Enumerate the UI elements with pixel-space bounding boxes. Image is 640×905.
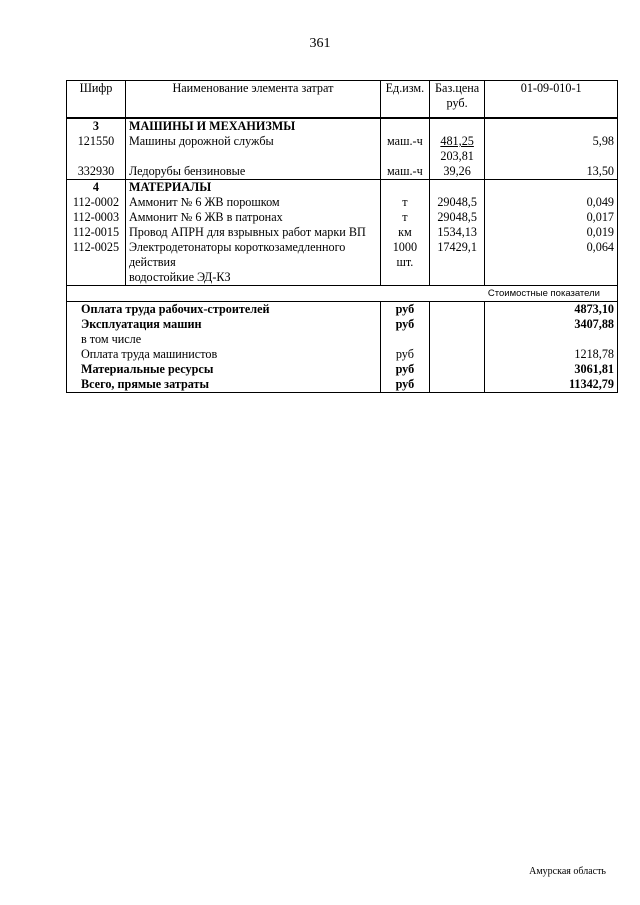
row-name: Аммонит № 6 ЖВ в патронах xyxy=(125,210,380,225)
row-price xyxy=(429,134,485,164)
row-price: 39,26 xyxy=(429,164,485,180)
row-value: 0,017 xyxy=(485,210,618,225)
row-name-line1: Электродетонаторы короткозамедленного действия xyxy=(128,240,346,269)
estimate-table xyxy=(66,80,618,393)
row-unit: т xyxy=(380,210,429,225)
row-price: 29048,5 xyxy=(429,210,485,225)
row-name xyxy=(125,240,380,286)
section-number: 3 xyxy=(67,118,126,134)
row-code: 112-0003 xyxy=(67,210,126,225)
header-unit: Ед.изм. xyxy=(380,81,429,119)
section-title: МАШИНЫ И МЕХАНИЗМЫ xyxy=(125,118,380,134)
total-unit: руб xyxy=(380,317,429,332)
row-unit: маш.-ч xyxy=(380,134,429,164)
total-unit: руб xyxy=(380,302,429,318)
total-label: Эксплуатация машин xyxy=(67,317,381,332)
cost-header-row xyxy=(67,286,618,302)
row-code: 112-0025 xyxy=(67,240,126,286)
total-row xyxy=(67,362,618,377)
total-label: Оплата труда машинистов xyxy=(67,347,381,362)
row-unit-line1: 1000 xyxy=(392,240,418,254)
table-row xyxy=(67,210,618,225)
total-label: Оплата труда рабочих-строителей xyxy=(67,302,381,318)
row-unit: км xyxy=(380,225,429,240)
total-row xyxy=(67,302,618,318)
header-code: Шифр xyxy=(67,81,126,119)
row-value: 13,50 xyxy=(485,164,618,180)
row-code: 112-0015 xyxy=(67,225,126,240)
row-price-secondary: 203,81 xyxy=(440,149,474,163)
row-name: Аммонит № 6 ЖВ порошком xyxy=(125,195,380,210)
row-price: 17429,1 xyxy=(429,240,485,286)
total-value: 4873,10 xyxy=(485,302,618,318)
row-value: 5,98 xyxy=(485,134,618,164)
section-row xyxy=(67,118,618,134)
header-price: Баз.цена руб. xyxy=(429,81,485,119)
total-value: 1218,78 xyxy=(485,347,618,362)
total-unit: руб xyxy=(380,377,429,393)
cost-header-label: Стоимостные показатели xyxy=(485,286,618,302)
row-code: 121550 xyxy=(67,134,126,164)
total-unit: руб xyxy=(380,347,429,362)
row-name-line2: водостойкие ЭД-КЗ xyxy=(128,270,231,284)
header-norm: 01-09-010-1 xyxy=(485,81,618,119)
row-unit: т xyxy=(380,195,429,210)
row-value: 0,019 xyxy=(485,225,618,240)
row-price: 1534,13 xyxy=(429,225,485,240)
row-value: 0,064 xyxy=(485,240,618,286)
total-label: Материальные ресурсы xyxy=(67,362,381,377)
row-unit: маш.-ч xyxy=(380,164,429,180)
row-name: Провод АПРН для взрывных работ марки ВП xyxy=(125,225,380,240)
total-value: 11342,79 xyxy=(485,377,618,393)
total-label: Всего, прямые затраты xyxy=(67,377,381,393)
row-name: Машины дорожной службы xyxy=(125,134,380,164)
header-name: Наименование элемента затрат xyxy=(125,81,380,119)
section-number: 4 xyxy=(67,180,126,196)
table-row xyxy=(67,164,618,180)
total-value: 3407,88 xyxy=(485,317,618,332)
total-row xyxy=(67,317,618,332)
total-label: в том числе xyxy=(67,332,381,347)
row-unit-line2: шт. xyxy=(396,255,414,269)
table-row xyxy=(67,225,618,240)
row-price: 29048,5 xyxy=(429,195,485,210)
total-unit: руб xyxy=(380,362,429,377)
row-price-value: 481,25 xyxy=(440,134,474,148)
page-number: 361 xyxy=(309,36,331,51)
total-row xyxy=(67,377,618,393)
row-unit xyxy=(380,240,429,286)
table-header-row xyxy=(67,81,618,119)
section-row xyxy=(67,180,618,196)
section-title: МАТЕРИАЛЫ xyxy=(125,180,380,196)
row-code: 112-0002 xyxy=(67,195,126,210)
footer-region: Амурская область xyxy=(529,866,606,877)
row-code: 332930 xyxy=(67,164,126,180)
table-row xyxy=(67,195,618,210)
total-value: 3061,81 xyxy=(485,362,618,377)
table-row xyxy=(67,134,618,164)
row-value: 0,049 xyxy=(485,195,618,210)
table-row xyxy=(67,240,618,286)
total-row xyxy=(67,347,618,362)
row-name: Ледорубы бензиновые xyxy=(125,164,380,180)
total-row xyxy=(67,332,618,347)
